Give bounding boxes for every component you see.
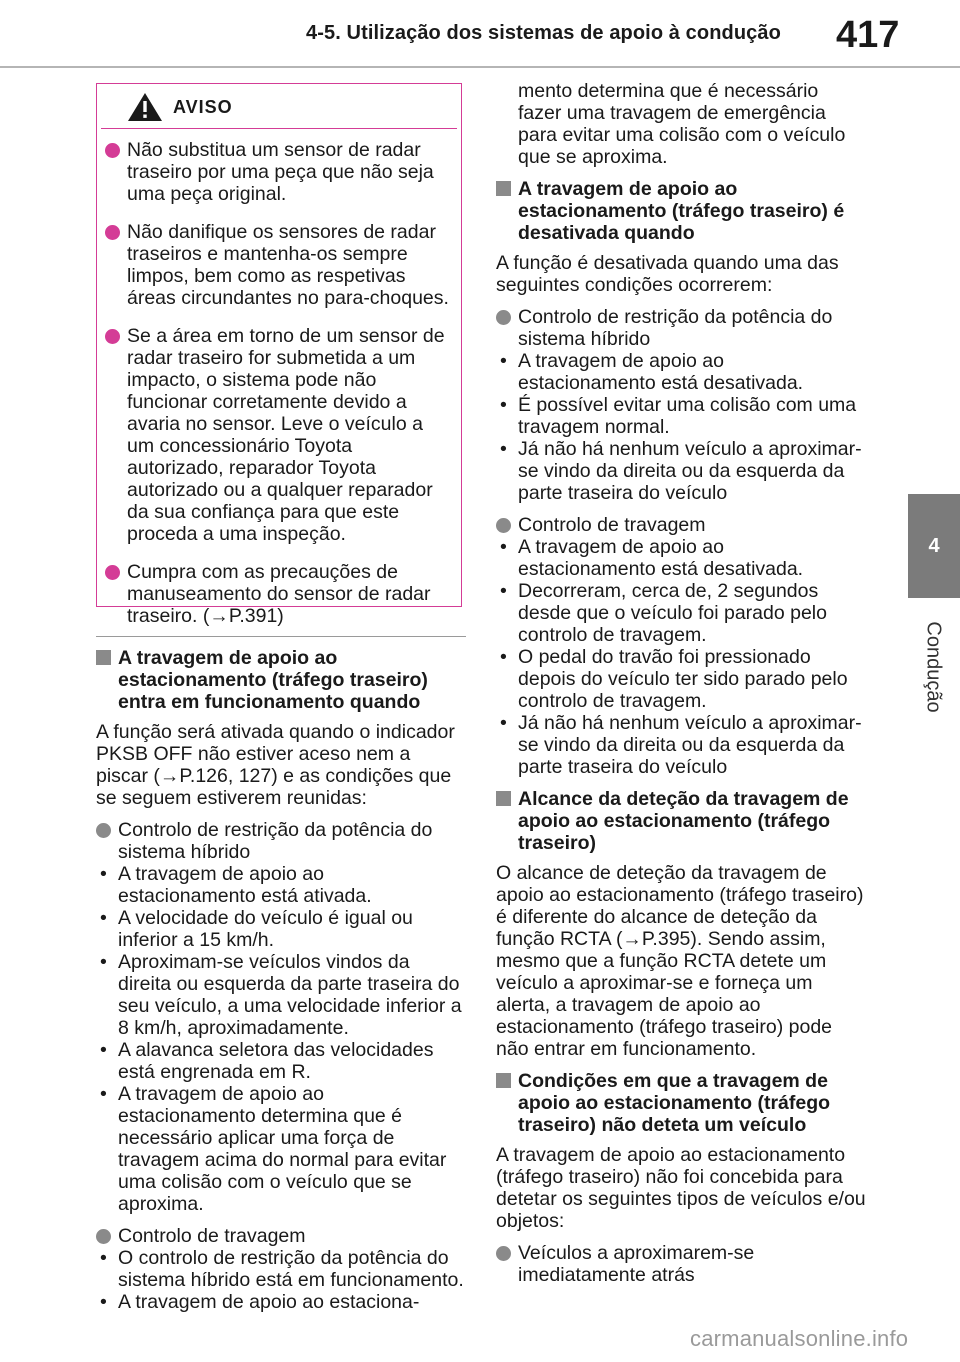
list-item: • A travagem de apoio ao estacionamento está desativada. (500, 536, 804, 580)
warning-triangle-icon (127, 92, 163, 122)
list-item: • A travagem de apoio ao estacionamento determina que é necessário aplicar uma força de travagem acima do normal para evitar uma colisão com o veículo que se aproxima. (100, 1083, 447, 1215)
condition-group (96, 1225, 466, 1313)
list-item: • Decorreram, cerca de, 2 segundos desde que o veículo foi parado pelo controlo de travagem. (500, 580, 827, 646)
condition-group (496, 306, 866, 504)
paragraph: mento determina que é necessário fazer uma travagem de emergência para evitar uma colisão com o veículo que se aproxima. (518, 80, 846, 168)
list-item: • O pedal do travão foi pressionado depois do veículo ter sido parado pelo controlo de travagem. (500, 646, 848, 712)
condition-group (496, 514, 866, 778)
condition-group (96, 819, 466, 1215)
section-heading: Condições em que a travagem de apoio ao estacionamento (tráfego traseiro) não deteta um veículo (496, 1070, 866, 1136)
square-bullet-icon (496, 181, 511, 196)
warning-body (97, 129, 461, 627)
section-heading: A travagem de apoio ao estacionamento (tráfego traseiro) entra em funcionamento quando (96, 647, 466, 713)
bullet-dot-icon (496, 518, 511, 533)
chapter-tab: 4 (908, 494, 960, 598)
group-title: Controlo de restrição da potência do sistema híbrido (496, 306, 866, 350)
warning-item: Cumpra com as precauções de manuseamento do sensor de radar traseiro. (→P.391) (105, 561, 451, 627)
chapter-label-text: Condução (922, 621, 945, 713)
warning-box (96, 83, 462, 627)
left-column (96, 647, 466, 1323)
bullet-dot-icon (496, 1246, 511, 1261)
section-heading: A travagem de apoio ao estacionamento (tráfego traseiro) é desativada quando (496, 178, 866, 244)
list-item: • A travagem de apoio ao estacionamento está ativada. (100, 863, 372, 907)
bullet-dot-icon (96, 823, 111, 838)
square-bullet-icon (496, 1073, 511, 1088)
square-bullet-icon (496, 791, 511, 806)
group-title: Controlo de restrição da potência do sistema híbrido (96, 819, 466, 863)
group-title: Controlo de travagem (96, 1225, 466, 1247)
list-item: • Aproximam-se veículos vindos da direita ou esquerda da parte traseira do seu veículo, a uma velocidade inferior a 8 km/h, aproximadamente. (100, 951, 462, 1039)
bullet-dot-icon (496, 310, 511, 325)
list-item: • A travagem de apoio ao estaciona- (100, 1291, 420, 1313)
warning-item: Não danifique os sensores de radar traseiros e mantenha-os sempre limpos, bem como as respetivas áreas circundantes no para-choques. (105, 221, 451, 309)
header-title: 4-5. Utilização dos sistemas de apoio à condução (306, 22, 781, 44)
watermark: carmanualsonline.info (690, 1326, 909, 1351)
warning-item: Se a área em torno de um sensor de radar traseiro for submetida a um impacto, o sistema pode não funcionar corretamente devido a avaria no sensor. Leve o veículo a um concessionário Toyota autorizado, reparador Toyota autorizado ou a qualquer reparador da sua confiança para que este proceda a uma inspeção. (105, 325, 451, 545)
group-title: Veículos a aproximarem-se imediatamente atrás (496, 1242, 866, 1286)
section-divider (96, 636, 466, 637)
chapter-label (906, 612, 960, 722)
list-item: • A alavanca seletora das velocidades está engrenada em R. (100, 1039, 434, 1083)
bullet-dot-icon (105, 565, 120, 580)
list-item: • É possível evitar uma colisão com uma travagem normal. (500, 394, 857, 438)
paragraph: A função é desativada quando uma das seguintes condições ocorrerem: (496, 252, 839, 296)
bullet-dot-icon (105, 225, 120, 240)
list-item: • A travagem de apoio ao estacionamento está desativada. (500, 350, 804, 394)
bullet-dot-icon (105, 143, 120, 158)
warning-label: AVISO (173, 97, 233, 117)
paragraph: A travagem de apoio ao estacionamento (tráfego traseiro) não foi concebida para detetar os seguintes tipos de veículos e/ou objetos: (496, 1144, 866, 1232)
bullet-dot-icon (96, 1229, 111, 1244)
list-item: • Já não há nenhum veículo a aproximar-se vindo da direita ou da esquerda da parte traseira do veículo (500, 438, 862, 504)
list-item: • Já não há nenhum veículo a aproximar-se vindo da direita ou da esquerda da parte traseira do veículo (500, 712, 862, 778)
warning-item: Não substitua um sensor de radar traseiro por uma peça que não seja uma peça original. (105, 139, 451, 205)
right-column (496, 80, 866, 1286)
bullet-dot-icon (105, 329, 120, 344)
paragraph: A função será ativada quando o indicador PKSB OFF não estiver aceso nem a piscar (→P.126, 127) e as condições que se seguem estiverem reunidas: (96, 721, 455, 809)
warning-header (101, 84, 457, 129)
header-divider (0, 66, 960, 68)
square-bullet-icon (96, 650, 111, 665)
page-number: 417 (836, 14, 900, 56)
group-title: Controlo de travagem (496, 514, 866, 536)
section-heading: Alcance da deteção da travagem de apoio ao estacionamento (tráfego traseiro) (496, 788, 866, 854)
paragraph: O alcance de deteção da travagem de apoio ao estacionamento (tráfego traseiro) é diferente do alcance de deteção da função RCTA (→P.395). Sendo assim, mesmo que a função RCTA detete um veículo a aproximar-se e forneça um alerta, a travagem de apoio ao estacionamento (tráfego traseiro) pode não entrar em funcionamento. (496, 862, 864, 1060)
list-item: • A velocidade do veículo é igual ou inferior a 15 km/h. (100, 907, 413, 951)
list-item: • O controlo de restrição da potência do sistema híbrido está em funcionamento. (100, 1247, 464, 1291)
